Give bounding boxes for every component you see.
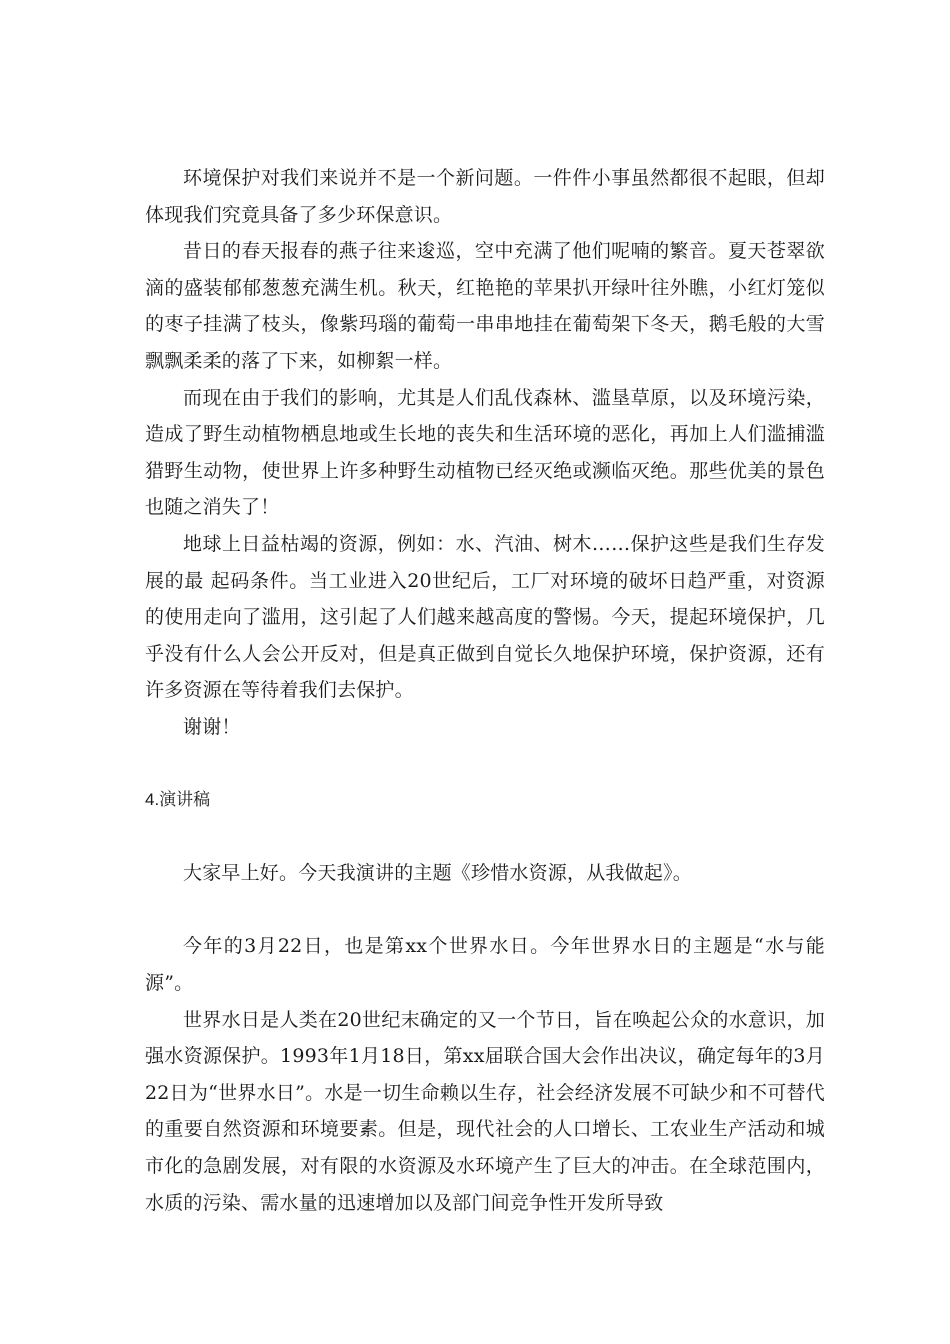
spacer (145, 819, 825, 856)
paragraph-damage: 而现在由于我们的影响，尤其是人们乱伐森林、滥垦草原，以及环境污染，造成了野生动植物栖息地或生长地的丧失和生活环境的恶化，再加上人们滥捕滥猎野生动物，使世界上许多种野生动植物已经灭绝或濒临灭绝。那些优美的景色也随之消失了！ (145, 386, 825, 519)
paragraph-environment-intro: 环境保护对我们来说并不是一个新问题。一件件小事虽然都很不起眼，但却体现我们究竟具备了多少环保意识。 (145, 167, 825, 226)
spacer (145, 746, 825, 783)
document-body (145, 160, 825, 1221)
paragraph-water-day-history: 世界水日是人类在20世纪末确定的又一个节日，旨在唤起公众的水意识，加强水资源保护。1993年1月18日，第xx届联合国大会作出决议，确定每年的3月22日为“世界水日”。水是一切生命赖以生存，社会经济发展不可缺少和不可替代的重要自然资源和环境要素。但是，现代社会的人口增长、工农业生产活动和城市化的急剧发展，对有限的水资源及水环境产生了巨大的冲击。在全球范围内，水质的污染、需水量的迅速增加以及部门间竞争性开发所导致 (145, 1008, 825, 1214)
paragraph-resources: 地球上日益枯竭的资源，例如：水、汽油、树木……保护这些是我们生存发展的最 起码条件。当工业进入20世纪后，工厂对环境的破坏日趋严重，对资源的使用走向了滥用，这引起了人们越来越高度的警惕。今天，提起环境保护，几乎没有什么人会公开反对，但是真正做到自觉长久地保护环境，保护资源，还有许多资源在等待着我们去保护。 (145, 532, 825, 702)
paragraph-greeting: 大家早上好。今天我演讲的主题《珍惜水资源，从我做起》。 (183, 862, 692, 885)
paragraph-water-day: 今年的3月22日，也是第xx个世界水日。今年世界水日的主题是“水与能源”。 (145, 935, 825, 995)
paragraph-seasons: 昔日的春天报春的燕子往来逡巡，空中充满了他们呢喃的繁音。夏天苍翠欲滴的盛装郁郁葱葱充满生机。秋天，红艳艳的苹果扒开绿叶往外瞧，小红灯笼似的枣子挂满了枝头，像紫玛瑙的葡萄一串串地挂在葡萄架下冬天，鹅毛般的大雪飘飘柔柔的落了下来，如柳絮一样。 (145, 240, 825, 372)
section-heading: 4.演讲稿 (145, 790, 211, 810)
spacer (145, 892, 825, 929)
paragraph-thanks: 谢谢！ (183, 715, 241, 738)
